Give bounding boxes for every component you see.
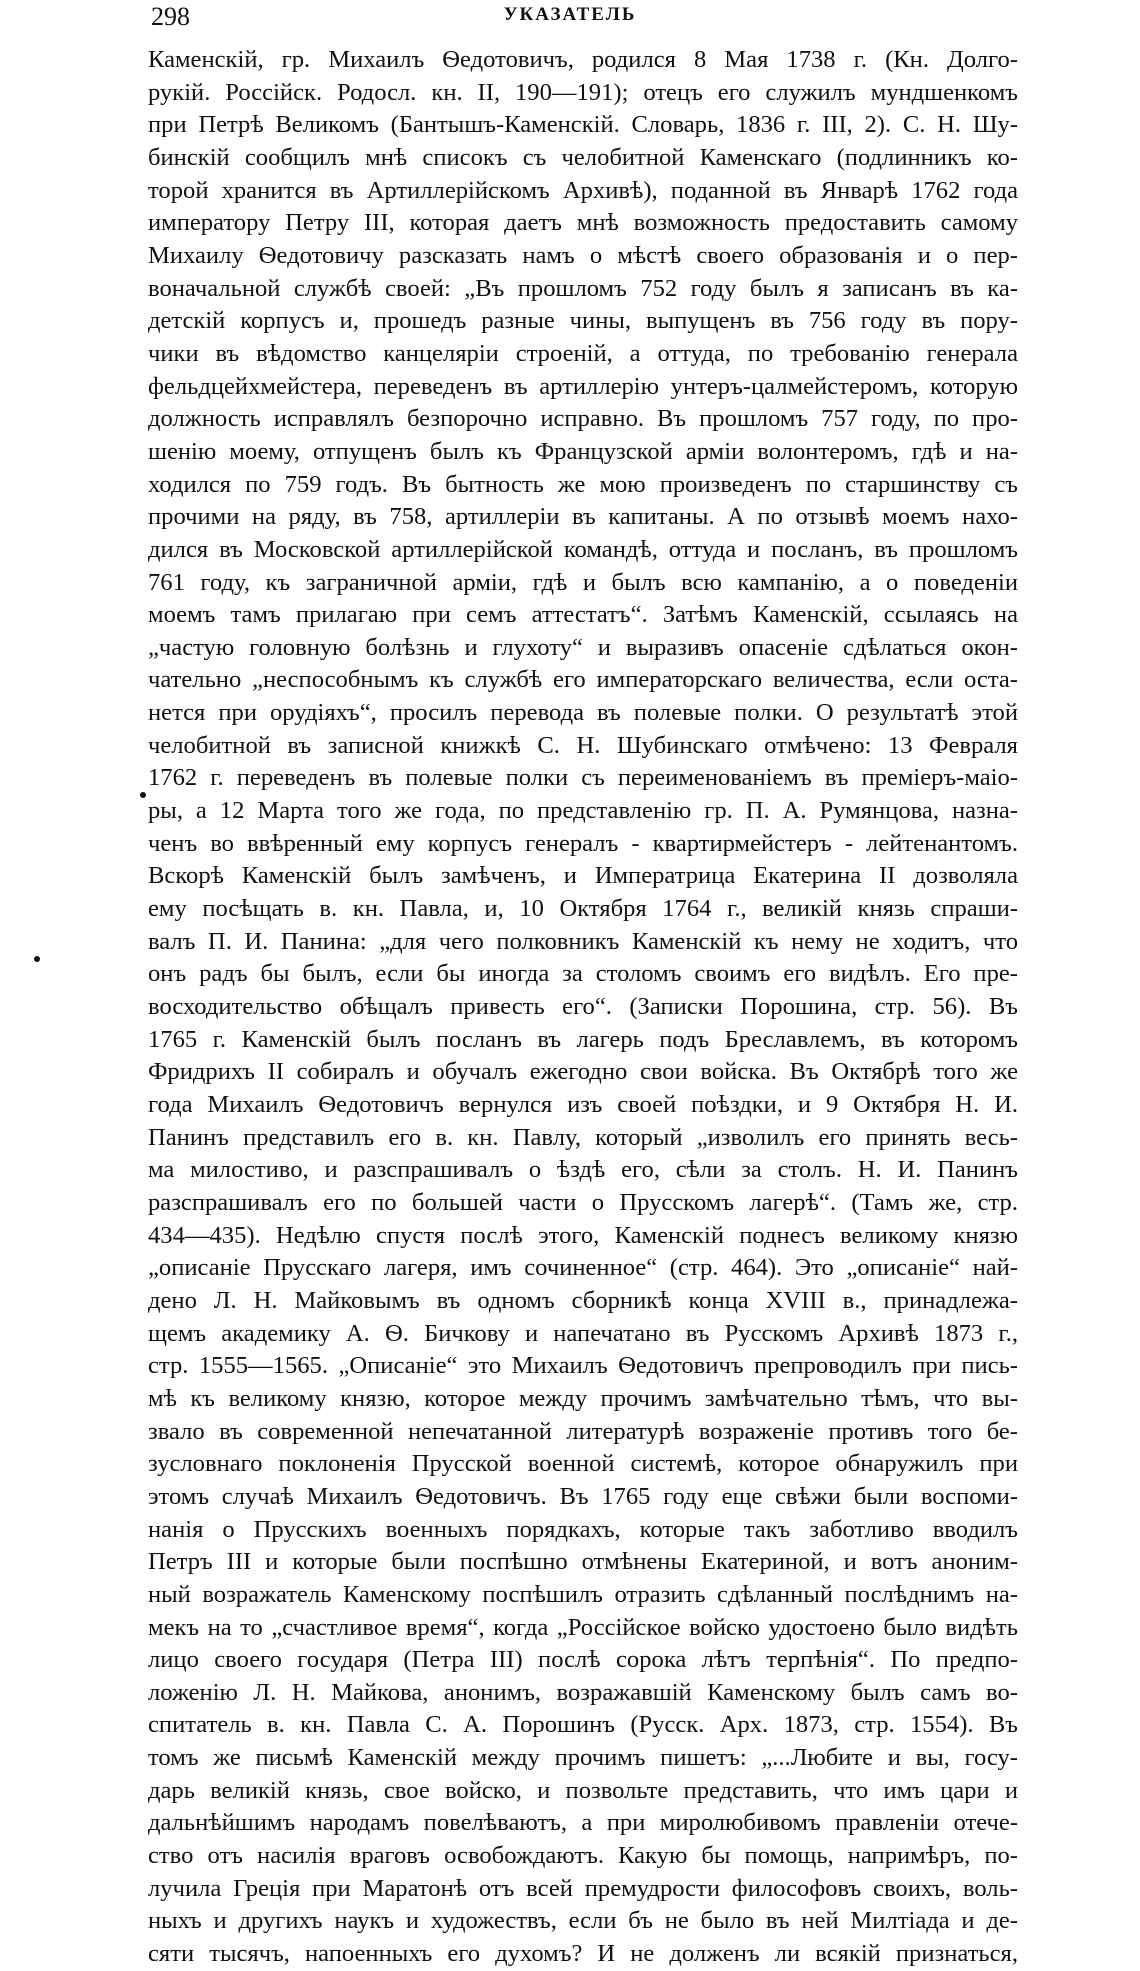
text-line: дился въ Московской артиллерійской командѣ, оттуда и посланъ, въ прошломъ — [148, 535, 1018, 563]
page-number: 298 — [151, 2, 190, 31]
text-line: ложенію Л. Н. Майкова, анонимъ, возражавшій Каменскому былъ самъ во- — [148, 1678, 1018, 1706]
text-line: стр. 1555—1565. „Описаніе“ это Михаилъ Ѳедотовичъ препроводилъ при пись- — [148, 1352, 1018, 1380]
text-line: ма милостиво, и разспрашивалъ о ѣздѣ его, сѣли за столъ. Н. И. Панинъ — [148, 1156, 1018, 1184]
text-line: разспрашивалъ его по большей части о Прусскомъ лагерѣ“. (Тамъ же, стр. — [148, 1188, 1018, 1216]
text-line: нанія о Прусскихъ военныхъ порядкахъ, которые такъ заботливо вводилъ — [148, 1515, 1018, 1543]
text-line: фельдцейхмейстера, переведенъ въ артиллерію унтеръ-цалмейстеромъ, которую — [148, 372, 1018, 400]
text-line: дарь великій князь, свое войско, и позвольте представить, что имъ цари и — [148, 1776, 1018, 1804]
text-line: года Михаилъ Ѳедотовичъ вернулся изъ своей поѣздки, и 9 Октября Н. И. — [148, 1091, 1018, 1118]
text-line: лучила Греція при Маратонѣ отъ всей премудрости философовъ своихъ, воль- — [148, 1874, 1018, 1902]
text-line: ство отъ насилія враговъ освобождаютъ. Какую бы помощь, напримѣръ, по- — [148, 1842, 1018, 1870]
text-line: валъ П. И. Панина: „для чего полковникъ Каменскій къ нему не ходитъ, что — [148, 927, 1018, 955]
text-line: детскій корпусъ и, прошедъ разные чины, выпущенъ въ 756 году въ пору- — [148, 307, 1018, 335]
text-line: ный возражатель Каменскому поспѣшилъ отразить сдѣланный послѣднимъ на- — [148, 1580, 1018, 1608]
text-line: ныхъ и другихъ наукъ и художествъ, если бъ не было въ ней Милтіада и де- — [148, 1907, 1018, 1935]
margin-mark — [140, 792, 146, 798]
text-line: Михаилу Ѳедотовичу разсказать намъ о мѣстѣ своего образованія и о пер- — [148, 241, 1018, 269]
text-line: воначальной службѣ своей: „Въ прошломъ 752 году былъ я записанъ въ ка- — [148, 274, 1018, 302]
text-line: рукій. Россійск. Родосл. кн. II, 190—191); отецъ его служилъ мундшенкомъ — [148, 78, 1018, 106]
text-line: мѣ къ великому князю, которое между прочимъ замѣчательно тѣмъ, что вы- — [148, 1384, 1018, 1412]
text-line: чательно „неспособнымъ къ службѣ его императорскаго величества, если оста- — [148, 666, 1018, 694]
text-line: бинскій сообщилъ мнѣ списокъ съ челобитной Каменскаго (подлинникъ ко- — [148, 143, 1018, 171]
text-line: звало въ современной непечатанной литературѣ возраженіе противъ того бе- — [148, 1417, 1018, 1445]
text-line: этомъ случаѣ Михаилъ Ѳедотовичъ. Въ 1765 году еще свѣжи были воспоми- — [148, 1482, 1018, 1510]
text-line: Петръ III и которые были поспѣшно отмѣнены Екатериной, и вотъ аноним- — [148, 1548, 1018, 1576]
text-line: ры, а 12 Марта того же года, по представленію гр. П. А. Румянцова, назна- — [148, 797, 1018, 825]
text-line: ходился по 759 годъ. Въ бытность же мою произведенъ по старшинству съ — [148, 470, 1018, 498]
text-line: спитатель в. кн. Павла С. А. Порошинъ (Русск. Арх. 1873, стр. 1554). Въ — [148, 1711, 1018, 1739]
text-line: „описаніе Прусскаго лагеря, имъ сочиненное“ (стр. 464). Это „описаніе“ най- — [148, 1254, 1018, 1282]
text-line: сяти тысячъ, напоенныхъ его духомъ? И не долженъ ли всякій признаться, — [148, 1940, 1018, 1968]
text-line: дено Л. Н. Майковымъ въ одномъ сборникѣ конца XVIII в., принадлежа- — [148, 1286, 1018, 1314]
text-line: мекъ на то „счастливое время“, когда „Россійское войско удостоено было видѣть — [148, 1613, 1018, 1641]
text-line: Панинъ представилъ его в. кн. Павлу, который „изволилъ его принять весь- — [148, 1123, 1018, 1151]
text-line: Фридрихъ II собиралъ и обучалъ ежегодно свои войска. Въ Октябрѣ того же — [148, 1058, 1018, 1086]
text-line: нется при орудіяхъ“, просилъ перевода въ полевые полки. О результатѣ этой — [148, 699, 1018, 727]
text-line: должность исправлялъ безпорочно исправно. Въ прошломъ 757 году, по про- — [148, 405, 1018, 433]
text-line: ченъ во ввѣренный ему корпусъ генералъ - квартирмейстеръ - лейтенантомъ. — [148, 829, 1018, 857]
text-line: томъ же письмѣ Каменскій между прочимъ пишетъ: „...Любите и вы, госу- — [148, 1744, 1018, 1772]
text-line: челобитной въ записной книжкѣ С. Н. Шубинскаго отмѣчено: 13 Февраля — [148, 731, 1018, 759]
text-line: 761 году, къ заграничной арміи, гдѣ и былъ всю кампанію, а о поведеніи — [148, 568, 1018, 596]
text-line: лицо своего государя (Петра III) послѣ сорока лѣтъ терпѣнія“. По предпо- — [148, 1646, 1018, 1674]
text-line: чики въ вѣдомство канцеляріи строеній, а оттуда, по требованію генерала — [148, 339, 1018, 367]
text-line: императору Петру III, которая даетъ мнѣ возможность предоставить самому — [148, 209, 1018, 237]
text-line: прочими на ряду, въ 758, артиллеріи въ капитаны. А по отзывѣ моемъ нахо- — [148, 503, 1018, 531]
text-line: 1765 г. Каменскій былъ посланъ въ лагерь подъ Бреславлемъ, въ которомъ — [148, 1025, 1018, 1053]
body-paragraph — [148, 44, 1018, 1971]
text-line: шенію моему, отпущенъ былъ къ Французской арміи волонтеромъ, гдѣ и на- — [148, 437, 1018, 465]
text-line: при Петрѣ Великомъ (Бантышъ-Каменскій. Словарь, 1836 г. III, 2). С. Н. Шу- — [148, 111, 1018, 139]
text-line: Каменскій, гр. Михаилъ Ѳедотовичъ, родился 8 Мая 1738 г. (Кн. Долго- — [148, 46, 1018, 73]
text-line: „частую головную болѣзнь и глухоту“ и выразивъ опасеніе сдѣлаться окон- — [148, 633, 1018, 661]
text-line: онъ радъ бы былъ, если бы иногда за столомъ своимъ его видѣлъ. Его пре- — [148, 960, 1018, 988]
running-head: УКАЗАТЕЛЬ — [503, 4, 637, 25]
text-line: 1762 г. переведенъ въ полевые полки съ переименованіемъ въ преміеръ-маіо- — [148, 764, 1018, 792]
text-line: зусловнаго поклоненія Прусской военной системѣ, которое обнаружилъ при — [148, 1450, 1018, 1478]
text-line: моемъ тамъ прилагаю при семъ аттестатъ“. Затѣмъ Каменскій, ссылаясь на — [148, 601, 1018, 629]
margin-mark — [34, 956, 40, 962]
text-line: Вскорѣ Каменскій былъ замѣченъ, и Императрица Екатерина II дозволяла — [148, 862, 1018, 890]
text-line: 434—435). Недѣлю спустя послѣ этого, Каменскій поднесъ великому князю — [148, 1221, 1018, 1249]
text-line: щемъ академику А. Ѳ. Бичкову и напечатано въ Русскомъ Архивѣ 1873 г., — [148, 1319, 1018, 1347]
text-line: ему посѣщать в. кн. Павла, и, 10 Октября 1764 г., великій князь спраши- — [148, 895, 1018, 923]
text-line: дальнѣйшимъ народамъ повелѣваютъ, а при миролюбивомъ правленіи отече- — [148, 1809, 1018, 1837]
text-line: торой хранится въ Артиллерійскомъ Архивѣ), поданной въ Январѣ 1762 года — [148, 176, 1018, 204]
text-line: восходительство обѣщалъ привесть его“. (Записки Порошина, стр. 56). Въ — [148, 993, 1018, 1021]
